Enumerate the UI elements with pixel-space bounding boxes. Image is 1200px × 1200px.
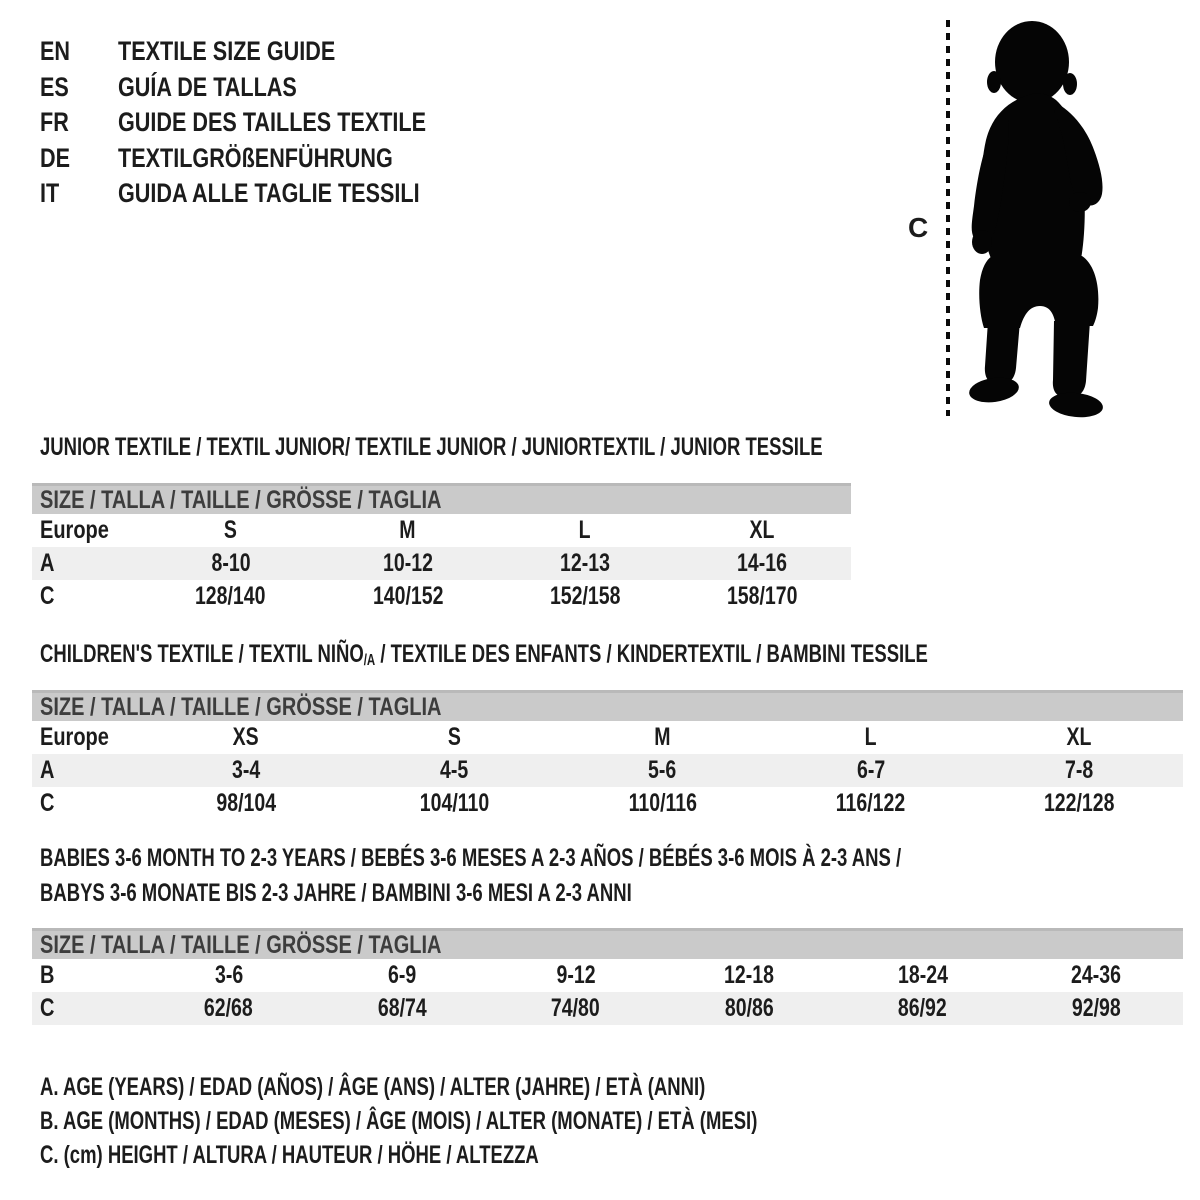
row-label: Europe [40, 723, 109, 751]
height-cell: 116/122 [835, 789, 906, 817]
height-cell: 80/86 [724, 994, 774, 1022]
table-row [32, 580, 851, 613]
table-row [32, 547, 851, 580]
table-row [32, 514, 851, 547]
age-cell: 3-4 [232, 756, 261, 784]
height-cell: 122/128 [1043, 789, 1115, 817]
row-label: C [40, 994, 55, 1022]
height-cell: 62/68 [204, 994, 254, 1022]
size-cell: S [447, 723, 461, 751]
age-cell: 12-18 [724, 961, 775, 989]
age-cell: 8-10 [211, 549, 251, 577]
age-cell: 3-6 [214, 961, 243, 989]
children-size-table [32, 690, 1183, 820]
lang-code: ES [40, 71, 69, 102]
lang-label: TEXTILGRÖßENFÜHRUNG [118, 142, 393, 173]
lang-label: GUIDE DES TAILLES TEXTILE [118, 107, 427, 138]
lang-label: GUIDA ALLE TAGLIE TESSILI [118, 178, 420, 209]
age-cell: 9-12 [556, 961, 596, 989]
row-label: B [40, 961, 55, 989]
size-header-bar: SIZE / TALLA / TAILLE / GRÖSSE / TAGLIA [32, 690, 1183, 721]
height-cell: 86/92 [898, 994, 948, 1022]
lang-code: EN [40, 36, 71, 67]
lang-row-en [40, 34, 503, 70]
height-cell: 110/116 [628, 789, 697, 817]
row-label: C [40, 789, 55, 817]
row-label: C [40, 582, 55, 610]
row-label: A [40, 549, 55, 577]
lang-row-it [40, 176, 503, 212]
babies-size-table [32, 928, 1183, 1025]
age-cell: 7-8 [1064, 756, 1094, 784]
age-cell: 6-9 [388, 961, 417, 989]
height-cell: 128/140 [195, 582, 266, 610]
junior-size-table [32, 483, 851, 613]
height-cell: 98/104 [216, 789, 276, 817]
lang-code: DE [40, 142, 71, 173]
legend [40, 1070, 1009, 1172]
size-cell: L [579, 516, 592, 544]
age-cell: 4-5 [440, 756, 469, 784]
lang-code: IT [40, 178, 60, 209]
junior-section-title: JUNIOR TEXTILE / TEXTIL JUNIOR/ TEXTILE JUNIOR / JUNIORTEXTIL / JUNIOR TESSILE [40, 433, 823, 461]
children-section-title: CHILDREN'S TEXTILE / TEXTIL NIÑO/A / TEXTILE DES ENFANTS / KINDERTEXTIL / BAMBINI TESSILE [40, 640, 928, 669]
size-cell: S [224, 516, 238, 544]
age-cell: 6-7 [856, 756, 885, 784]
age-cell: 12-13 [560, 549, 611, 577]
table-row [32, 754, 1183, 787]
row-label: Europe [40, 516, 109, 544]
legend-line-a: A. AGE (YEARS) / EDAD (AÑOS) / ÂGE (ANS) / ALTER (JAHRE) / ETÀ (ANNI) [40, 1072, 706, 1101]
height-measure-line [946, 20, 950, 416]
height-cell: 140/152 [372, 582, 444, 610]
lang-row-es [40, 70, 503, 106]
table-row [32, 787, 1183, 820]
height-cell: 152/158 [549, 582, 621, 610]
age-cell: 24-36 [1071, 961, 1122, 989]
age-cell: 10-12 [382, 549, 433, 577]
age-cell: 14-16 [737, 549, 788, 577]
lang-label: TEXTILE SIZE GUIDE [118, 36, 336, 67]
legend-line-b: B. AGE (MONTHS) / EDAD (MESES) / ÂGE (MOIS) / ALTER (MONATE) / ETÀ (MESI) [40, 1106, 758, 1135]
toddler-silhouette [966, 16, 1140, 420]
lang-row-fr [40, 105, 503, 141]
size-cell: L [864, 723, 877, 751]
lang-code: FR [40, 107, 69, 138]
height-cell: 92/98 [1071, 994, 1121, 1022]
age-cell: 5-6 [648, 756, 677, 784]
size-cell: M [399, 516, 416, 544]
height-cell: 104/110 [419, 789, 490, 817]
table-row [32, 721, 1183, 754]
language-title-block [40, 34, 503, 212]
size-header-bar: SIZE / TALLA / TAILLE / GRÖSSE / TAGLIA [32, 483, 851, 514]
table-row [32, 992, 1183, 1025]
size-cell: XL [1066, 723, 1092, 751]
size-cell: M [654, 723, 671, 751]
babies-section-title-line2: BABYS 3-6 MONATE BIS 2-3 JAHRE / BAMBINI 3-6 MESI A 2-3 ANNI [40, 879, 632, 907]
size-header-bar: SIZE / TALLA / TAILLE / GRÖSSE / TAGLIA [32, 928, 1183, 959]
size-cell: XS [233, 723, 260, 751]
size-cell: XL [749, 516, 775, 544]
row-label: A [40, 756, 55, 784]
babies-section-title-line1: BABIES 3-6 MONTH TO 2-3 YEARS / BEBÉS 3-6 MESES A 2-3 AÑOS / BÉBÉS 3-6 MOIS À 2-3 ANS / [40, 844, 902, 872]
legend-line-c: C. (cm) HEIGHT / ALTURA / HAUTEUR / HÖHE / ALTEZZA [40, 1140, 539, 1169]
figure-measure-label: C [908, 212, 929, 243]
age-cell: 18-24 [897, 961, 948, 989]
height-cell: 158/170 [727, 582, 798, 610]
table-row [32, 959, 1183, 992]
nino-a-subscript: /A [363, 651, 376, 669]
lang-row-de [40, 141, 503, 177]
height-cell: 68/74 [377, 994, 427, 1022]
height-cell: 74/80 [551, 994, 601, 1022]
lang-label: GUÍA DE TALLAS [118, 71, 297, 102]
